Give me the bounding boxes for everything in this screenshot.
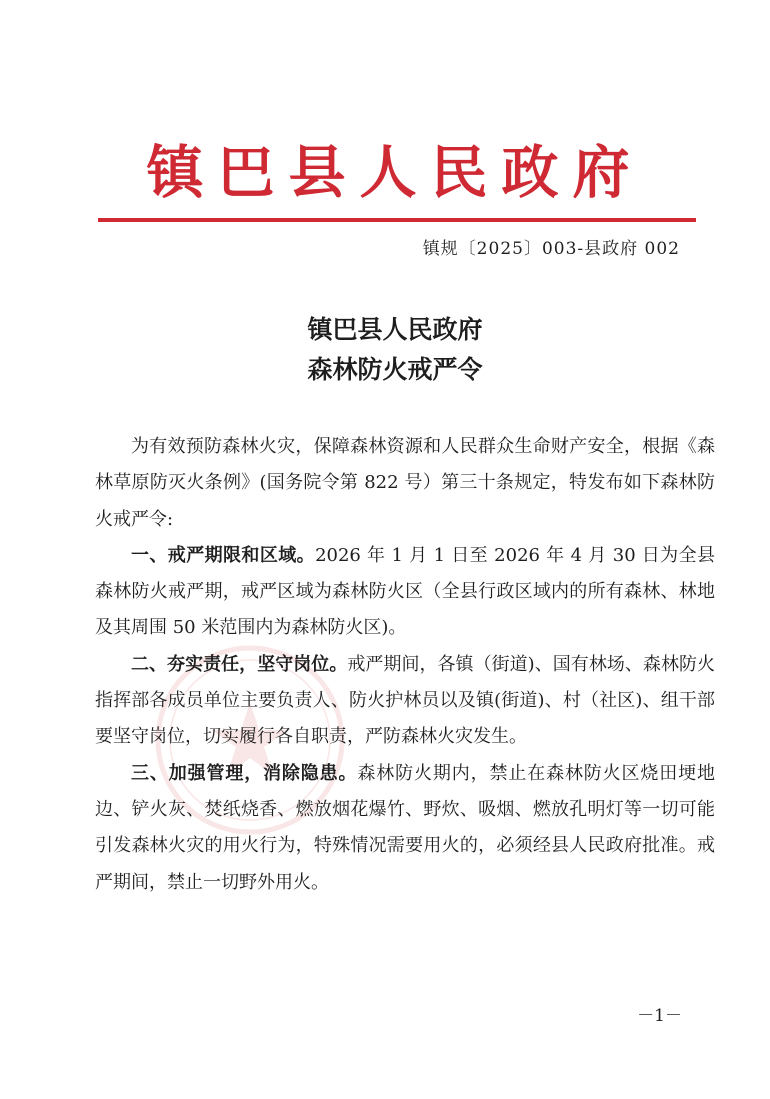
document-number: 镇规〔2025〕003-县政府 002 [422,239,680,259]
section-text-2: 戒严期间，各镇（街道)、国有林场、森林防火指挥部各成员单位主要负责人、防火护林员以及镇(街道)、村（社区)、组干部要坚守岗位，切实履行各自职责，严防森林火灾发生。 [95,653,716,748]
document-title-line-1: 镇巴县人民政府 [307,315,483,344]
page-number: －1－ [637,1006,682,1026]
intro-paragraph: 为有效预防森林火灾，保障森林资源和人民群众生命财产安全，根据《森林草原防灭火条例》(国务院令第 822 号）第三十条规定，特发布如下森林防火戒严令: [95,436,715,530]
section-paragraph-3 [95,756,715,901]
issuer-title: 镇巴县人民政府 [146,139,644,206]
document-title-line-2: 森林防火戒严令 [307,355,483,384]
section-heading-2: 二、夯实责任，坚守岗位。 [131,653,348,675]
header-red-rule [98,218,696,222]
section-text-1: 2026 年 1 月 1 日至 2026 年 4 月 30 日为全县森林防火戒严期，戒严区域为森林防火区（全县行政区域内的所有森林、林地及其周围 50 米范围内为森林防火区)。 [95,544,715,639]
section-paragraph-2 [95,647,715,756]
section-paragraph-1 [95,538,715,647]
document-body [95,429,715,901]
section-text-3: 森林防火期内，禁止在森林防火区烧田埂地边、铲火灰、焚纸烧香、燃放烟花爆竹、野炊、吸烟、燃放孔明灯等一切可能引发森林火灾的用火行为，特殊情况需要用火的，必须经县人民政府批准。戒严期间，禁止一切野外用火。 [95,762,716,893]
section-heading-1: 一、戒严期限和区域。 [131,544,316,566]
section-heading-3: 三、加强管理，消除隐患。 [131,762,358,784]
